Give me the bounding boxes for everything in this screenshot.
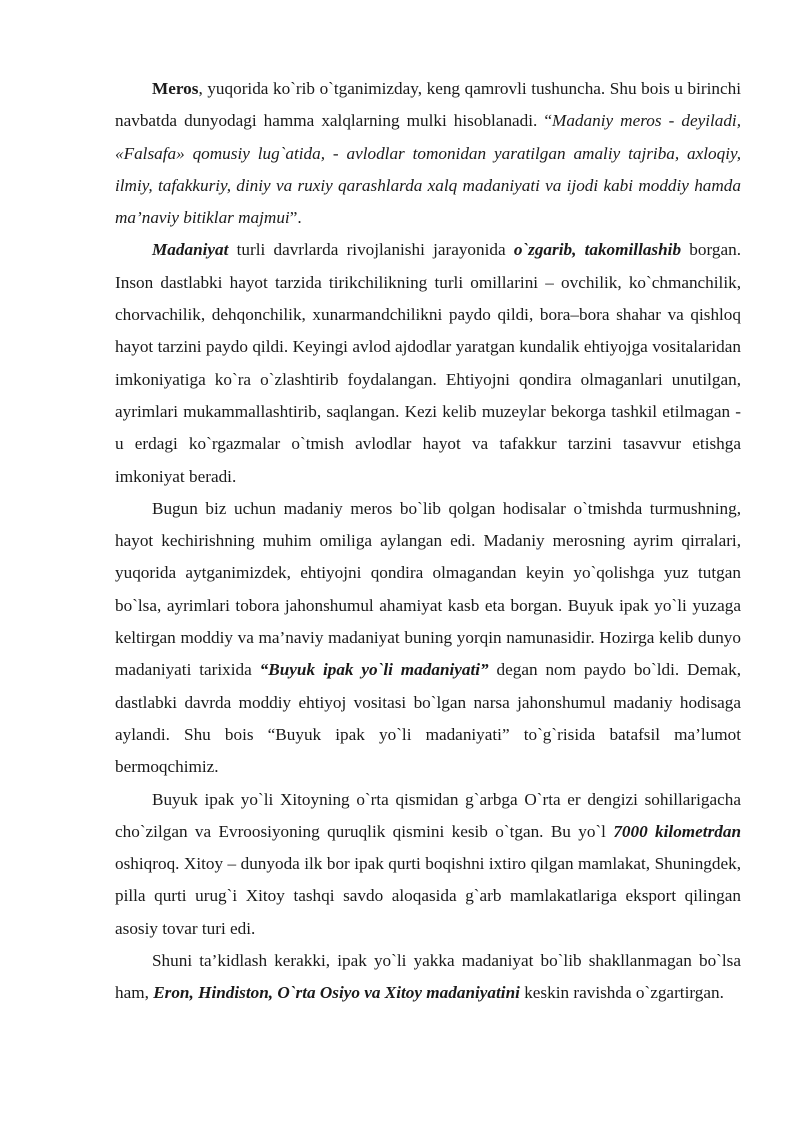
- paragraph-shuni: [115, 945, 741, 1010]
- emphasis-distance: 7000 kilometrdan: [613, 821, 741, 841]
- paragraph-text: Buyuk ipak yo`li Xitoyning o`rta qismidan g`arbga O`rta er dengizi sohillarigacha cho`zilgan va Evroosiyoning quruqlik qismini kesib o`tgan. Bu yo`l: [115, 789, 741, 841]
- paragraph-text: borgan. Inson dastlabki hayot tarzida tirikchilikning turli omillarini – ovchilik, ko`chmanchilik, chorvachilik, dehqonchilik, xunarmandchilikni paydo qildi, bora–bora shahar va qishloq hayot tarzini paydo qildi. Keyingi avlod ajdodlar yaratgan kundalik ehtiyojga vositalaridan imkoniyatiga ko`ra o`zlashtirib foydalangan. Ehtiyojni qondira olmaganlari unutilgan, ayrimlari mukammallashtirib, saqlangan. Kezi kelib muzeylar bekorga tashkil etilmagan - u erdagi ko`rgazmalar o`tmish avlodlar hayot va tafakkur tarzini tasavvur etishga imkoniyat beradi.: [115, 240, 741, 486]
- paragraph-text: ”.: [289, 208, 302, 228]
- term-meros: Meros: [152, 79, 199, 98]
- paragraph-text: , yuqorida ko`rib o`tganimizday, keng qamrovli tushuncha. Shu bois u birinchi navbatda dunyodagi hamma xalqlarning mulki hisoblanadi. “: [115, 79, 741, 131]
- paragraph-text: keskin ravishda o`zgartirgan.: [519, 983, 724, 1003]
- paragraph-text: degan nom paydo bo`ldi. Demak, dastlabki davrda moddiy ehtiyoj vositasi bo`lgan narsa jahonshumul madaniy hodisaga aylandi. Shu bois “Buyuk ipak yo`li madaniyati” to`g`risida batafsil ma’lumot bermoqchimiz.: [115, 660, 741, 777]
- emphasis-ozgarib: o`zgarib, takomillashib: [513, 240, 682, 260]
- emphasis-buyuk-ipak-yoli: “Buyuk ipak yo`li madaniyati”: [259, 660, 489, 680]
- paragraph-text: oshiqroq. Xitoy – dunyoda ilk bor ipak qurti boqishni ixtiro qilgan mamlakat, Shuningdek, pilla qurti urug`i Xitoy tashqi savdo aloqasida g`arb mamlakatlariga eksport qilingan asosiy tovar turi edi.: [115, 854, 741, 938]
- paragraph-madaniyat: [115, 234, 741, 492]
- quotation-falsafa: Madaniy meros - deyiladi, «Falsafa» qomusiy lug`atida, - avlodlar tomonidan yaratilgan amaliy tajriba, axloqiy, ilmiy, tafakkuriy, diniy va ruxiy qarashlarda xalq madaniyati va ijodi kabi moddiy hamda ma’naviy bitiklar majmui: [115, 111, 742, 228]
- paragraph-text: Shuni ta’kidlash kerakki, ipak yo`li yakka madaniyat bo`lib shakllanmagan bo`lsa ham,: [115, 951, 741, 1003]
- paragraph-buyuk-ipak: [115, 784, 741, 945]
- paragraph-text: turli davrlarda rivojlanishi jarayonida: [228, 240, 514, 260]
- paragraph-text: Bugun biz uchun madaniy meros bo`lib qolgan hodisalar o`tmishda turmushning, hayot kechirishning muhim omiliga aylangan edi. Madaniy merosning ayrim qirralari, yuqorida aytganimizdek, ehtiyojni qondira olmagandan keyin yo`qolishga yuz tutgan bo`lsa, ayrimlari tobora jahonshumul ahamiyat kasb eta borgan. Buyuk ipak yo`li yuzaga keltirgan moddiy va ma’naviy madaniyat buning yorqin namunasidir. Hozirga kelib dunyo madaniyati tarixida: [115, 498, 741, 680]
- emphasis-madaniyatlar: Eron, Hindiston, O`rta Osiyo va Xitoy madaniyatini: [153, 983, 520, 1003]
- term-madaniyat: Madaniyat: [152, 240, 229, 260]
- document-body: [115, 73, 741, 1010]
- paragraph-meros: [115, 73, 741, 234]
- paragraph-bugun: [115, 493, 741, 784]
